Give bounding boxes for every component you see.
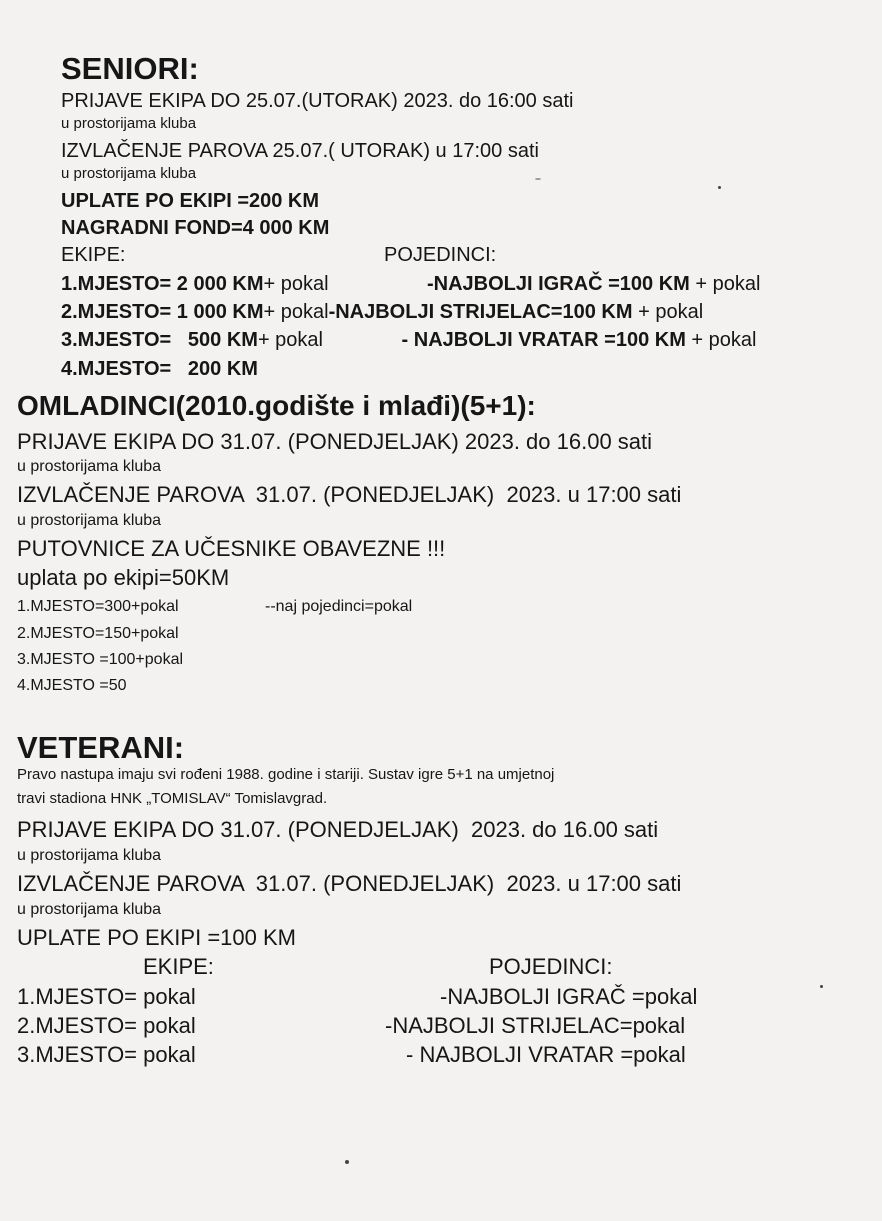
veterani-place: 3.MJESTO= pokal [17,1042,196,1067]
veterani-pravo-line2: travi stadiona HNK „TOMISLAV“ Tomislavgrad. [17,790,328,807]
seniori-row [61,330,323,350]
seniori-row [61,274,329,294]
seniori-prijave: PRIJAVE EKIPA DO 25.07.(UTORAK) 2023. do 16:00 sati [61,90,574,112]
seniori-uplate: UPLATE PO EKIPI =200 KM [61,190,320,212]
veterani-prijave-location: u prostorijama kluba [17,847,162,864]
omladinci-place: 1.MJESTO=300+pokal [17,598,179,615]
omladinci-place: 2.MJESTO=150+pokal [17,625,179,642]
scan-speck [535,178,541,180]
seniori-award-row [396,330,756,350]
seniori-place: 3.MJESTO= 500 KM [61,329,258,351]
seniori-award: - NAJBOLJI VRATAR =100 KM [396,329,686,351]
seniori-prijave-location: u prostorijama kluba [61,115,197,132]
omladinci-uplata: uplata po ekipi=50KM [17,565,230,590]
seniori-award: -NAJBOLJI IGRAČ =100 KM [427,273,690,295]
scan-speck [820,985,823,988]
omladinci-place: 3.MJESTO =100+pokal [17,651,184,668]
seniori-place: 2.MJESTO= 1 000 KM [61,301,264,323]
veterani-award: - NAJBOLJI VRATAR =pokal [406,1042,686,1067]
seniori-row [61,302,703,322]
veterani-prijave: PRIJAVE EKIPA DO 31.07. (PONEDJELJAK) 2023. do 16.00 sati [17,817,659,842]
omladinci-izvlacenje: IZVLAČENJE PAROVA 31.07. (PONEDJELJAK) 2023. u 17:00 sati [17,482,682,507]
veterani-izvlacenje-location: u prostorijama kluba [17,901,162,918]
veterani-uplate: UPLATE PO EKIPI =100 KM [17,925,296,950]
omladinci-prijave-location: u prostorijama kluba [17,458,162,475]
seniori-award-suffix: + pokal [689,273,761,295]
seniori-team-suffix: + pokal [263,301,329,323]
seniori-nagradni-fond: NAGRADNI FOND=4 000 KM [61,217,330,239]
seniori-izvlacenje: IZVLAČENJE PAROVA 25.07.( UTORAK) u 17:00 sati [61,140,539,162]
veterani-ekipe-label: EKIPE: [143,954,214,979]
veterani-pravo-line1: Pravo nastupa imaju svi rođeni 1988. godine i stariji. Sustav igre 5+1 na umjetnoj [17,766,555,783]
seniori-pojedinci-label: POJEDINCI: [384,244,497,266]
veterani-pojedinci-label: POJEDINCI: [489,954,613,979]
omladinci-naj-pojedinci: --naj pojedinci=pokal [265,598,413,615]
seniori-place: 4.MJESTO= 200 KM [61,358,258,380]
omladinci-place: 4.MJESTO =50 [17,677,127,694]
omladinci-prijave: PRIJAVE EKIPA DO 31.07. (PONEDJELJAK) 2023. do 16.00 sati [17,429,653,454]
seniori-place: 1.MJESTO= 2 000 KM [61,273,264,295]
omladinci-izvlacenje-location: u prostorijama kluba [17,512,162,529]
seniori-award-row [427,274,760,294]
seniori-team-suffix: + pokal [257,329,323,351]
veterani-izvlacenje: IZVLAČENJE PAROVA 31.07. (PONEDJELJAK) 2023. u 17:00 sati [17,871,682,896]
seniori-heading: SENIORI: [61,51,199,86]
seniori-award-suffix: + pokal [632,301,704,323]
omladinci-heading: OMLADINCI(2010.godište i mlađi)(5+1): [17,390,536,421]
seniori-team-suffix: + pokal [263,273,329,295]
veterani-award: -NAJBOLJI STRIJELAC=pokal [385,1013,686,1038]
seniori-award-suffix: + pokal [685,329,757,351]
seniori-izvlacenje-location: u prostorijama kluba [61,165,197,182]
scan-speck [345,1160,349,1164]
omladinci-putovnice: PUTOVNICE ZA UČESNIKE OBAVEZNE !!! [17,536,446,561]
seniori-award: -NAJBOLJI STRIJELAC=100 KM [328,301,633,323]
seniori-ekipe-label: EKIPE: [61,244,126,266]
veterani-place: 1.MJESTO= pokal [17,984,196,1009]
veterani-award: -NAJBOLJI IGRAČ =pokal [440,984,698,1009]
veterani-heading: VETERANI: [17,730,185,765]
scan-speck [718,186,721,189]
veterani-place: 2.MJESTO= pokal [17,1013,196,1038]
